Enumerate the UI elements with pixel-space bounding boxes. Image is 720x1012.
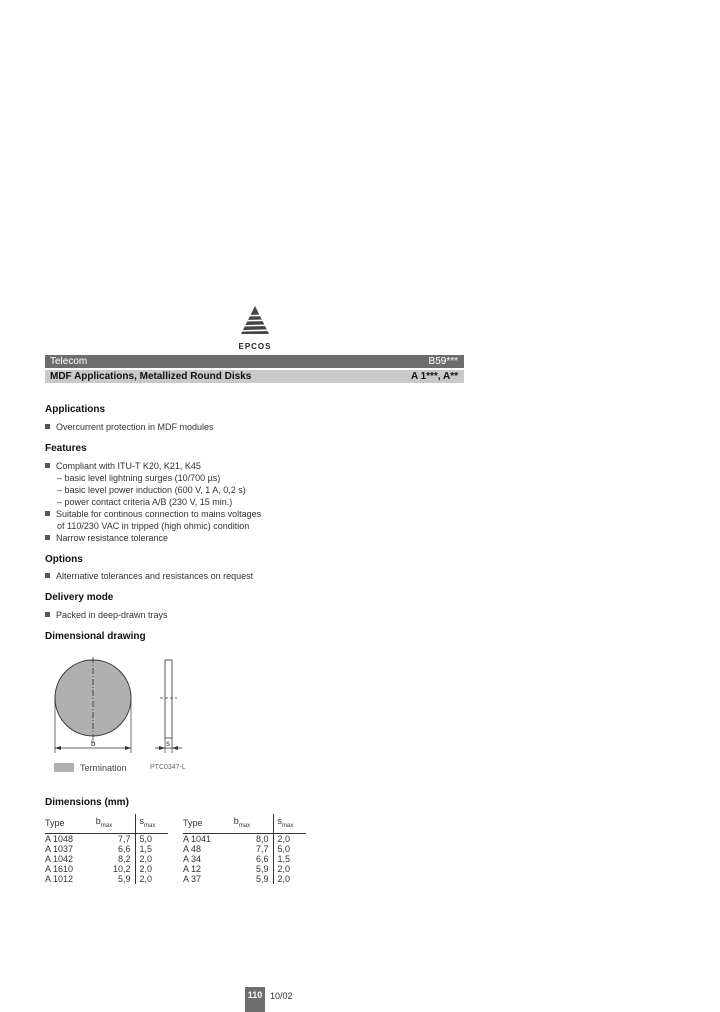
bullet-icon [45, 535, 50, 540]
bullet-icon [45, 511, 50, 516]
bullet-icon [45, 424, 50, 429]
features-list [45, 460, 261, 544]
table-row: A 12 5,9 2,0 [183, 863, 291, 874]
bullet-icon [45, 463, 50, 468]
series-label: B59*** [428, 356, 458, 367]
drawing-reference: PTC0347-L [150, 764, 186, 771]
list-subitem: – basic level lightning surges (10/700 µs) [57, 473, 221, 483]
termination-swatch [54, 763, 74, 772]
table-row: A 37 5,9 2,0 [183, 873, 291, 884]
table-row: A 1012 5,9 2,0 [45, 873, 153, 884]
subtitle-bar [45, 370, 464, 383]
list-item-continuation: of 110/230 VAC in tripped (high ohmic) condition [57, 521, 250, 531]
bullet-icon [45, 612, 50, 617]
subtitle-label: MDF Applications, Metallized Round Disks [50, 371, 252, 382]
list-item: Compliant with ITU-T K20, K21, K45 [45, 460, 261, 472]
table-row: A 1041 8,0 2,0 [183, 833, 291, 844]
category-bar [45, 355, 464, 368]
dimensions-heading: Dimensions (mm) [45, 797, 129, 808]
list-item: Narrow resistance tolerance [45, 532, 261, 544]
features-heading: Features [45, 443, 87, 454]
termination-legend: Termination [80, 763, 127, 773]
table-row: A 1610 10,2 2,0 [45, 863, 153, 874]
list-subitem: – basic level power induction (600 V, 1 A, 0,2 s) [57, 485, 246, 495]
applications-heading: Applications [45, 404, 106, 415]
table-row: A 48 7,7 5,0 [183, 843, 291, 854]
dimensions-table-right: Type $b_{max}$ $s_{max}$ A 1041 8,0 2,0 A 48 7,7 5,0 A 34 6,6 1,5 A 12 5,9 2,0 A 37 5,9 2,0 [183, 814, 306, 884]
logo-text: EPCOS [238, 342, 272, 351]
bullet-icon [45, 573, 50, 578]
list-item: Overcurrent protection in MDF modules [45, 421, 214, 433]
dimensional-drawing [40, 655, 210, 760]
page-date: 10/02 [270, 991, 293, 1001]
list-item: Packed in deep-drawn trays [45, 609, 168, 621]
list-item: Alternative tolerances and resistances on request [45, 570, 253, 582]
options-heading: Options [45, 554, 83, 565]
epcos-logo [235, 306, 275, 351]
epcos-logo-icon [235, 306, 275, 336]
dimensions-table-left: Type $b_{max}$ $s_{max}$ A 1048 7,7 5,0 A 1037 6,6 1,5 A 1042 8,2 2,0 A 1610 10,2 2,0 A 1012 5,9 2,0 [45, 814, 168, 884]
table-row: A 1048 7,7 5,0 [45, 833, 153, 844]
disk-side-view [165, 660, 172, 738]
list-subitem: – power contact criteria A/B (230 V, 15 min.) [57, 497, 233, 507]
table-row: A 1037 6,6 1,5 [45, 843, 153, 854]
types-label: A 1***, A** [410, 371, 458, 382]
table-row: A 34 6,6 1,5 [183, 853, 291, 864]
list-item: Suitable for continous connection to mains voltages [45, 508, 261, 520]
table-row: A 1042 8,2 2,0 [45, 853, 153, 864]
dimension-label-b: b [91, 739, 96, 748]
category-label: Telecom [50, 356, 88, 367]
delivery-heading: Delivery mode [45, 592, 114, 603]
dimension-label-s: s [166, 739, 170, 748]
drawing-heading: Dimensional drawing [45, 631, 146, 642]
page-number: 110 [245, 987, 265, 1012]
